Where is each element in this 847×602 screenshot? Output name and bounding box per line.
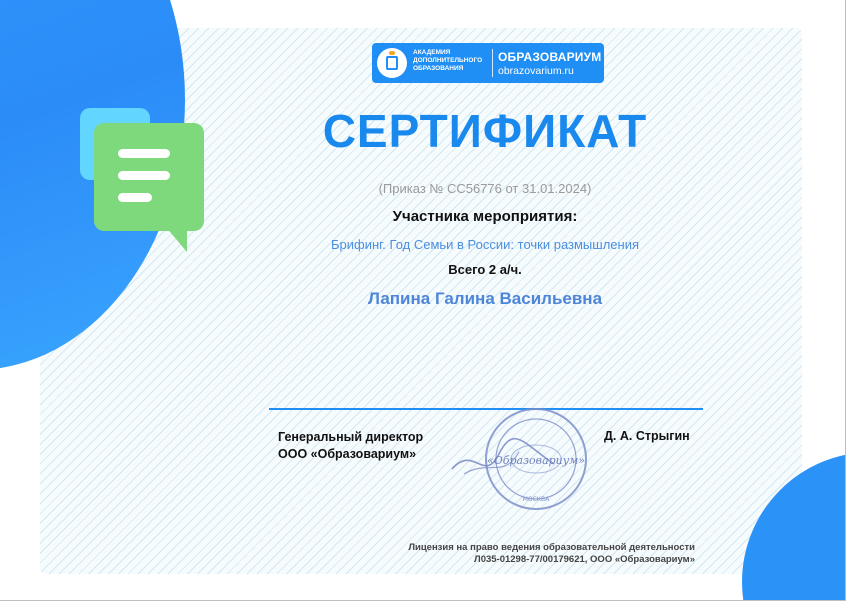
official-stamp-icon bbox=[444, 404, 594, 516]
chat-bubble-tail bbox=[165, 226, 187, 252]
logo-brand-name: ОБРАЗОВАРИУМ bbox=[498, 50, 602, 64]
stamp-brand-text: «Образовариум» bbox=[486, 454, 586, 467]
chat-line-icon bbox=[118, 171, 170, 180]
event-title: Брифинг. Год Семьи в России: точки размышления bbox=[330, 237, 639, 252]
director-name: Д. А. Стрыгин bbox=[604, 429, 690, 443]
recipient-name: Лапина Галина Васильевна bbox=[367, 289, 603, 308]
order-number: (Приказ № СС56776 от 31.01.2024) bbox=[378, 181, 592, 196]
chat-line-icon bbox=[118, 193, 152, 202]
certificate-title: СЕРТИФИКАТ bbox=[322, 105, 648, 157]
director-role: Генеральный директор ООО «Образовариум» bbox=[278, 430, 424, 461]
stamp-city-text: МОСКВА bbox=[522, 496, 550, 503]
logo-url: obrazovarium.ru bbox=[498, 65, 574, 77]
logo-divider bbox=[492, 49, 493, 77]
participant-label: Участника мероприятия: bbox=[392, 208, 578, 225]
academy-logo-icon bbox=[377, 48, 407, 78]
academic-hours: Всего 2 а/ч. bbox=[448, 262, 522, 277]
organization-logo bbox=[372, 43, 604, 83]
license-info: Лицензия на право ведения образовательной деятельности Л035-01298-77/00179621, ООО «Образовариум» bbox=[408, 542, 695, 565]
logo-academy-text: АКАДЕМИЯ ДОПОЛНИТЕЛЬНОГО ОБРАЗОВАНИЯ bbox=[413, 49, 483, 72]
